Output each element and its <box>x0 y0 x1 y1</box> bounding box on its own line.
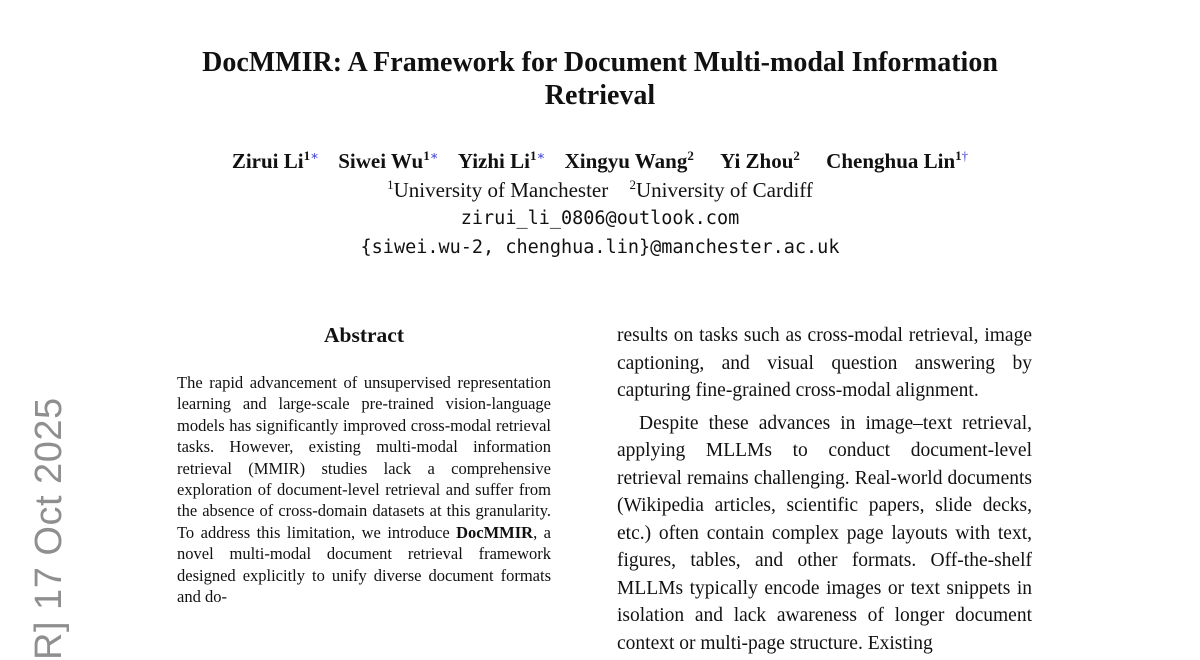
author: Chenghua Lin$^{1\dagger}$ <box>826 148 969 173</box>
author: Xingyu Wang$^2$ <box>564 148 694 173</box>
body-paragraph: results on tasks such as cross-modal retrieval, image captioning, and visual question answering by capturing fine-grained cross-modal alignment. <box>617 325 1032 401</box>
right-column <box>617 322 1032 657</box>
author: Yi Zhou$^2$ <box>720 148 800 173</box>
affiliation: $^1$University of Manchester <box>387 177 609 202</box>
author: Zirui $Li^{1∗}$ <box>231 148 319 173</box>
paper-header <box>0 46 1200 262</box>
affiliation-list <box>0 177 1200 204</box>
left-column <box>177 322 551 624</box>
affiliation: $^2$University of Cardiff <box>629 177 813 202</box>
body-paragraph: Despite these advances in image–text retrieval, applying MLLMs to conduct document-level retrieval remains challenging. Real-world documents (Wikipedia articles, scientific papers, slide decks, etc.) often contain complex page layouts with text, figures, tables, and other formats. Off-the-shelf MLLMs typically encode images or text snippets in isolation and lack awareness of longer document context or multi-page structure. Existing <box>617 412 1032 654</box>
paper-title: DocMMIR: A Framework for Document Multi-modal Information Retrieval <box>202 47 998 111</box>
abstract-text: The rapid advancement of unsupervised representation learning and large-scale pre-trained vision-language models has significantly improved cross-modal retrieval tasks. However, existing multi-modal information retrieval (MMIR) studies lack a comprehensive exploration of document-level retrieval and suffer from the absence of cross-domain datasets at this granularity. To address this limitation, we introduce DocMMIR, a novel multi-modal document retrieval framework designed explicitly to unify diverse document formats and do- <box>177 373 552 607</box>
author: Yizhi $Li^{1∗}$ <box>457 148 546 173</box>
abstract-heading: Abstract <box>323 323 404 347</box>
email-address: zirui_li_0806@outlook.com <box>460 208 740 229</box>
framework-name: DocMMIR <box>456 522 534 542</box>
arxiv-side-stamp: R] 17 Oct 2025 <box>28 397 70 660</box>
author-list <box>0 148 1200 174</box>
email-address: {siwei.wu-2, chenghua.lin}@manchester.ac.uk <box>360 237 840 258</box>
author: Siwei $Wu^{1∗}$ <box>338 148 439 173</box>
